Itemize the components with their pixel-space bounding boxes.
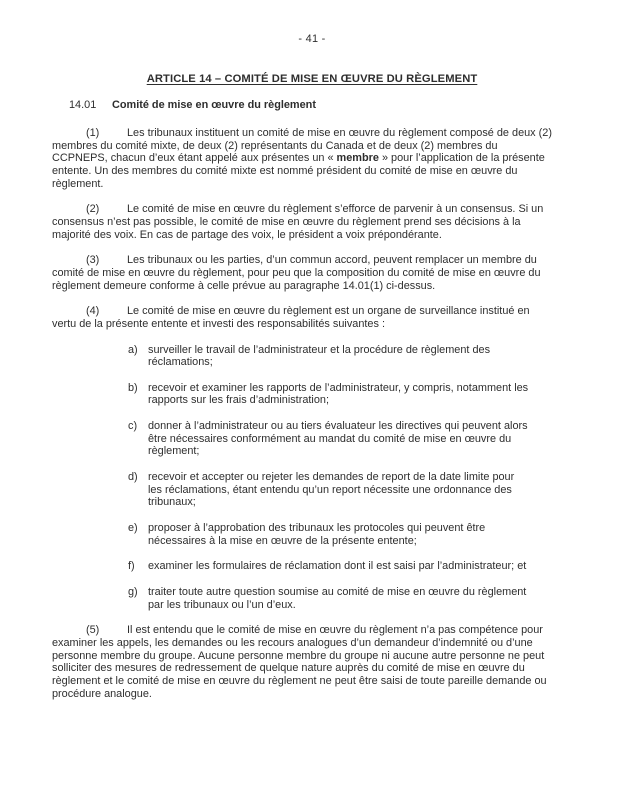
section-number: 14.01 — [69, 99, 97, 112]
section-heading — [52, 99, 553, 112]
list-item-d-text: recevoir et accepter ou rejeter les demandes de report de la date limite pour les réclamations, étant entendu qu’un report nécessite une ordonnance des tribunaux; — [148, 471, 515, 509]
paragraph-5-number: (5) — [86, 624, 100, 637]
responsibilities-list — [52, 344, 553, 612]
list-item-g — [128, 586, 530, 611]
list-item-d — [128, 471, 530, 509]
paragraph-1-text-before: Les tribunaux instituent un comité de mise en œuvre du règlement composé de deux (2) membres du comité mixte, de deux (2) représentants du Canada et de deux (2) membres du CCPNEPS, chacun d’eux étant appelé aux présentes un « — [52, 126, 552, 165]
list-item-c-letter: c) — [128, 420, 138, 433]
list-item-d-letter: d) — [128, 471, 138, 484]
list-item-c — [128, 420, 530, 458]
paragraph-2-number: (2) — [86, 203, 100, 216]
paragraph-5-text: Il est entendu que le comité de mise en œuvre du règlement n’a pas compétence pour examiner les appels, les demandes ou les recours analogues d’un demandeur d’indemnité ou d’une personne membre du groupe. Aucune personne membre du groupe ni aucune autre personne ne peut solliciter des mesures de redressement de quelque nature auprès du comité de mise en œuvre du règlement et le comité de mise en œuvre du règlement ne peut être saisi de toute pareille demande ou procédure analogue. — [52, 624, 547, 700]
paragraph-2 — [52, 203, 553, 241]
paragraph-4-text: Le comité de mise en œuvre du règlement est un organe de surveillance institué en vertu de la présente entente et investi des responsabilités suivantes : — [52, 305, 530, 330]
paragraph-5 — [52, 624, 553, 700]
list-item-f-text: examiner les formulaires de réclamation dont il est saisi par l’administrateur; et — [148, 560, 527, 573]
paragraph-3-number: (3) — [86, 254, 100, 267]
bold-term-membre: membre — [336, 152, 379, 165]
list-item-c-text: donner à l’administrateur ou au tiers évaluateur les directives qui peuvent alors être nécessaires conformément au mandat du comité de mise en œuvre du règlement; — [148, 420, 528, 458]
paragraph-4-number: (4) — [86, 305, 100, 318]
list-item-g-letter: g) — [128, 586, 138, 599]
document-body — [0, 99, 624, 700]
article-title-row — [0, 73, 624, 86]
list-item-f-letter: f) — [128, 560, 135, 573]
page-number: - 41 - — [298, 33, 326, 45]
list-item-f — [128, 560, 530, 573]
paragraph-3 — [52, 254, 553, 292]
article-title: ARTICLE 14 – COMITÉ DE MISE EN ŒUVRE DU RÈGLEMENT — [146, 72, 478, 85]
list-item-b-letter: b) — [128, 381, 138, 394]
list-item-e-letter: e) — [128, 522, 138, 535]
list-item-e — [128, 522, 530, 547]
paragraph-1-number: (1) — [86, 126, 100, 139]
list-item-g-text: traiter toute autre question soumise au comité de mise en œuvre du règlement par les tribunaux ou l’un d’eux. — [148, 586, 527, 611]
list-item-a — [128, 344, 530, 369]
list-item-b — [128, 382, 530, 407]
paragraph-1 — [52, 127, 553, 190]
paragraph-3-text: Les tribunaux ou les parties, d’un commun accord, peuvent remplacer un membre du comité de mise en œuvre du règlement, pour peu que la composition du comité de mise en œuvre du règlement demeure conforme à celle prévue au paragraphe 14.01(1) ci-dessus. — [52, 254, 541, 292]
paragraph-2-text: Le comité de mise en œuvre du règlement s’efforce de parvenir à un consensus. Si un consensus n’est pas possible, le comité de mise en œuvre du règlement prend ses décisions à la majorité des voix. En cas de partage des voix, le président a voix prépondérante. — [52, 203, 544, 241]
paragraph-4 — [52, 305, 553, 330]
list-item-a-text: surveiller le travail de l’administrateur et la procédure de règlement des réclamations; — [148, 343, 491, 369]
section-title: Comité de mise en œuvre du règlement — [112, 99, 316, 112]
list-item-b-text: recevoir et examiner les rapports de l’administrateur, y compris, notamment les rapports sur les frais d’administration; — [148, 381, 529, 407]
list-item-e-text: proposer à l’approbation des tribunaux les protocoles qui peuvent être nécessaires à la mise en œuvre de la présente entente; — [148, 522, 486, 547]
paragraph-1-text-after: » pour l’application de la présente entente. Un des membres du comité mixte est nommé président du comité de mise en œuvre du règlement. — [52, 152, 545, 190]
list-item-a-letter: a) — [128, 343, 138, 356]
